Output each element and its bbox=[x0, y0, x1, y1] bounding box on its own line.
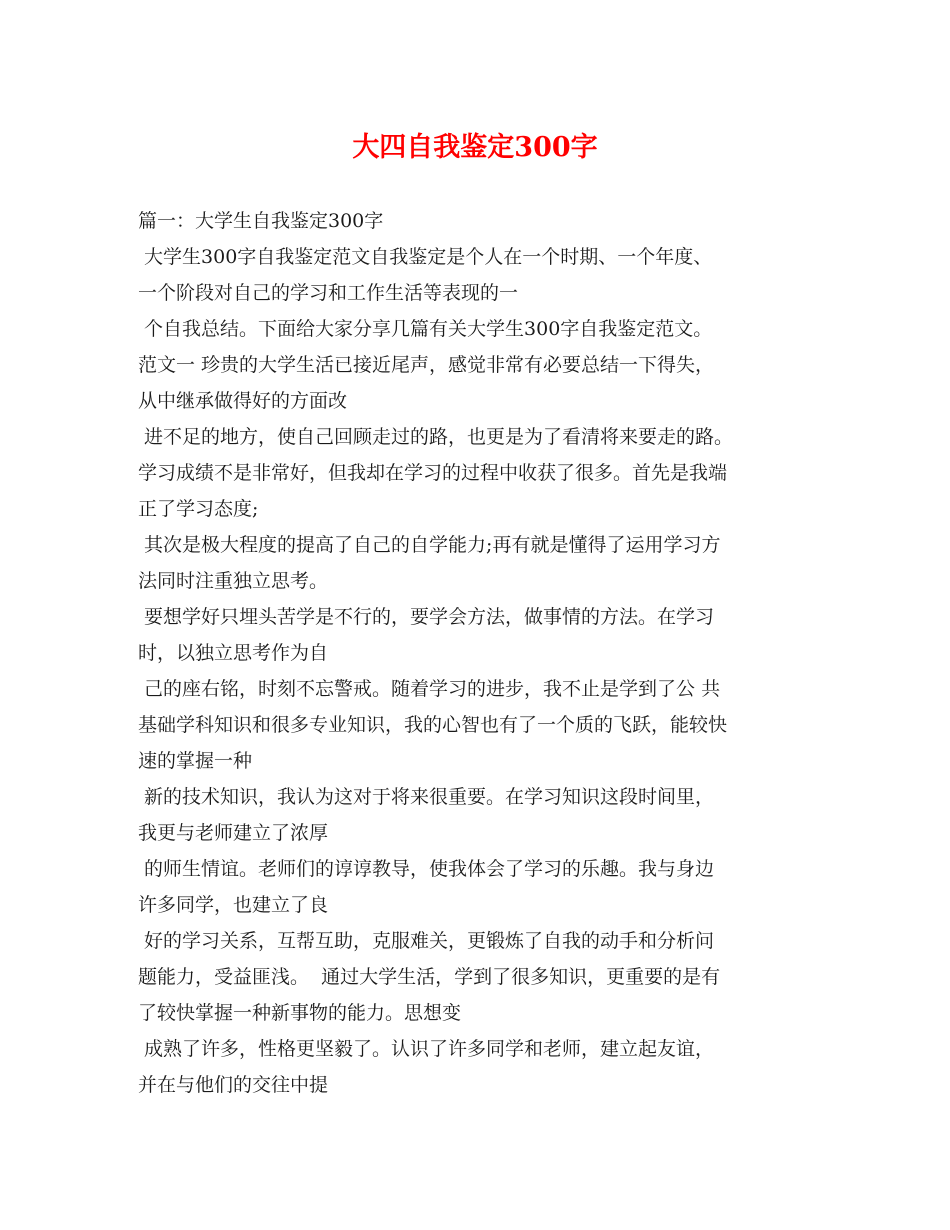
text-line: 要想学好只埋头苦学是不行的，要学会方法，做事情的方法。在学习 bbox=[138, 606, 715, 628]
document-body bbox=[138, 203, 838, 1103]
text-line: 己的座右铭，时刻不忘警戒。随着学习的进步，我不止是学到了公 共 bbox=[138, 678, 721, 700]
text-line: 进不足的地方，使自己回顾走过的路，也更是为了看清将来要走的路。 bbox=[138, 426, 734, 448]
text-line: 速的掌握一种 bbox=[138, 750, 253, 772]
text-line: 学习成绩不是非常好，但我却在学习的过程中收获了很多。首先是我端 bbox=[138, 462, 728, 484]
text-line: 成熟了许多，性格更坚毅了。认识了许多同学和老师，建立起友谊， bbox=[138, 1038, 715, 1060]
text-line: 基础学科知识和很多专业知识，我的心智也有了一个质的飞跃，能较快 bbox=[138, 714, 728, 736]
text-line: 许多同学，也建立了良 bbox=[138, 894, 329, 916]
text-line: 我更与老师建立了浓厚 bbox=[138, 822, 329, 844]
text-line: 大学生300字自我鉴定范文自我鉴定是个人在一个时期、一个年度、 bbox=[138, 246, 713, 268]
text-line: 并在与他们的交往中提 bbox=[138, 1074, 329, 1096]
text-line: 法同时注重独立思考。 bbox=[138, 570, 329, 592]
text-line: 范文一 珍贵的大学生活已接近尾声，感觉非常有必要总结一下得失， bbox=[138, 354, 715, 376]
text-line: 其次是极大程度的提高了自己的自学能力;再有就是懂得了运用学习方 bbox=[138, 534, 721, 556]
text-line: 篇一：大学生自我鉴定300字 bbox=[138, 210, 384, 232]
text-line: 正了学习态度; bbox=[138, 498, 259, 520]
text-line: 了较快掌握一种新事物的能力。思想变 bbox=[138, 1002, 462, 1024]
text-line: 的师生情谊。老师们的谆谆教导，使我体会了学习的乐趣。我与身边 bbox=[138, 858, 715, 880]
text-line: 好的学习关系，互帮互助，克服难关，更锻炼了自我的动手和分析问 bbox=[138, 930, 715, 952]
document-title: 大四自我鉴定300字 bbox=[352, 132, 598, 163]
text-line: 个自我总结。下面给大家分享几篇有关大学生300字自我鉴定范文。 bbox=[138, 318, 713, 340]
text-line: 从中继承做得好的方面改 bbox=[138, 390, 348, 412]
text-line: 时，以独立思考作为自 bbox=[138, 642, 329, 664]
text-line: 新的技术知识，我认为这对于将来很重要。在学习知识这段时间里， bbox=[138, 786, 715, 808]
text-line: 题能力，受益匪浅。 通过大学生活，学到了很多知识，更重要的是有 bbox=[138, 966, 721, 988]
text-line: 一个阶段对自己的学习和工作生活等表现的一 bbox=[138, 282, 519, 304]
